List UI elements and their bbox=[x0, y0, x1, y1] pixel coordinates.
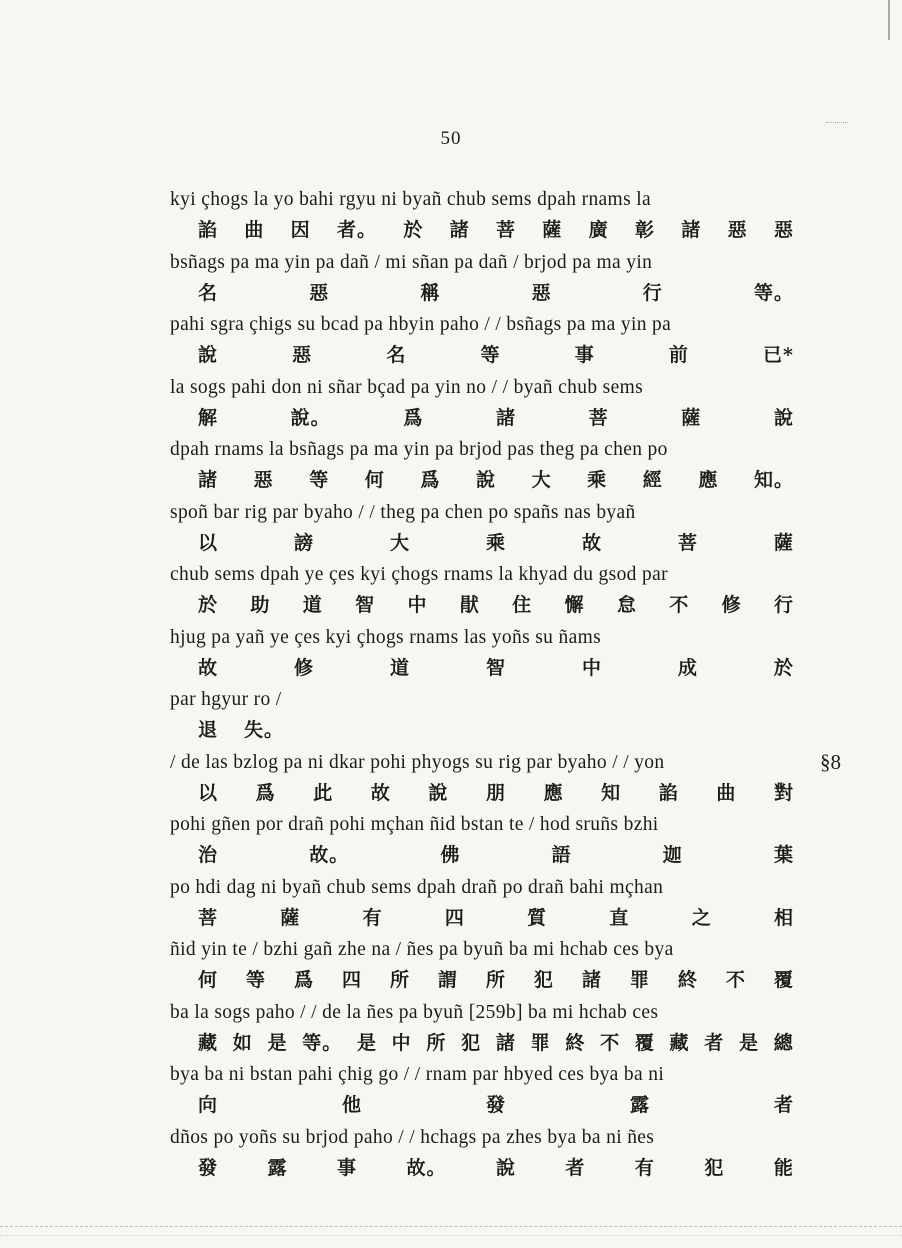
chinese-character: 猒 bbox=[459, 594, 480, 616]
chinese-character: 終 bbox=[677, 969, 698, 991]
chinese-character: 有 bbox=[362, 906, 383, 929]
chinese-character: 菩 bbox=[588, 406, 609, 429]
tibetan-romanized-line: chub sems dpah ye çes kyi çhogs rnams la khyad du gsod par bbox=[170, 564, 668, 585]
chinese-character: 發 bbox=[485, 1094, 506, 1116]
chinese-character: 助 bbox=[250, 594, 271, 616]
chinese-character: 之 bbox=[691, 906, 712, 929]
chinese-character: 曲 bbox=[716, 781, 737, 804]
chinese-character: 爲 bbox=[255, 781, 276, 804]
tibetan-romanized-line: dpah rnams la bsñags pa ma yin pa brjod pas theg pa chen po bbox=[170, 439, 668, 460]
chinese-character: 懈 bbox=[564, 594, 585, 616]
chinese-character: 直 bbox=[609, 906, 630, 929]
chinese-character: 者 bbox=[773, 1094, 794, 1116]
chinese-character: 經 bbox=[642, 469, 663, 491]
chinese-character: 犯 bbox=[533, 969, 554, 991]
chinese-character: 等 bbox=[480, 344, 501, 366]
chinese-character: 犯 bbox=[704, 1156, 725, 1179]
chinese-gloss-line bbox=[170, 403, 820, 435]
chinese-character: 迦 bbox=[662, 844, 683, 866]
chinese-character: 故。 bbox=[406, 1156, 447, 1179]
chinese-character: 於 bbox=[198, 594, 219, 616]
chinese-character: 罪 bbox=[629, 969, 650, 991]
chinese-character: 中 bbox=[581, 656, 602, 679]
chinese-character: 以 bbox=[198, 781, 219, 804]
chinese-character: 名 bbox=[198, 281, 219, 304]
chinese-gloss-line bbox=[170, 590, 820, 622]
chinese-character: 藏 bbox=[198, 1031, 219, 1054]
page-number: 50 bbox=[440, 128, 462, 149]
chinese-character: 終 bbox=[565, 1031, 586, 1054]
tibetan-romanized-line: spoñ bar rig par byaho / / theg pa chen po spañs nas byañ bbox=[170, 501, 636, 523]
tibetan-romanized-line: par hgyur ro / bbox=[170, 689, 282, 710]
chinese-character: 相 bbox=[773, 906, 794, 929]
chinese-character: 於 bbox=[403, 219, 424, 241]
chinese-character: 諸 bbox=[449, 219, 470, 241]
chinese-character: 罪 bbox=[530, 1031, 551, 1054]
chinese-character: 道 bbox=[389, 656, 410, 679]
chinese-character: 道 bbox=[302, 594, 323, 616]
chinese-character: 名 bbox=[386, 344, 407, 366]
chinese-character: 露 bbox=[267, 1156, 288, 1179]
chinese-character: 是 bbox=[356, 1031, 377, 1054]
chinese-character: 稱 bbox=[420, 281, 441, 304]
chinese-character: 故 bbox=[581, 531, 602, 554]
chinese-character: 薩 bbox=[542, 219, 563, 241]
chinese-character: 失。 bbox=[244, 719, 285, 741]
chinese-character: 曲 bbox=[244, 219, 265, 241]
chinese-character: 四 bbox=[341, 969, 362, 991]
chinese-character: 質 bbox=[527, 906, 548, 929]
chinese-character: 於 bbox=[773, 656, 794, 679]
chinese-character: 智 bbox=[485, 656, 506, 679]
chinese-character: 諸 bbox=[581, 969, 602, 991]
chinese-character: 他 bbox=[341, 1094, 362, 1116]
chinese-character: 總 bbox=[773, 1031, 794, 1054]
chinese-character: 何 bbox=[198, 969, 219, 991]
chinese-character: 能 bbox=[773, 1156, 794, 1179]
chinese-gloss-line bbox=[170, 1153, 820, 1185]
chinese-character: 謂 bbox=[437, 969, 458, 991]
tibetan-romanized-line: po hdi dag ni byañ chub sems dpah drañ po drañ bahi mçhan bbox=[170, 876, 664, 898]
tibetan-romanized-line: hjug pa yañ ye çes kyi çhogs rnams las yoñs su ñams bbox=[170, 626, 602, 648]
chinese-character: 乘 bbox=[587, 469, 608, 491]
chinese-character: 惡 bbox=[531, 281, 552, 304]
chinese-character: 說 bbox=[773, 406, 794, 429]
chinese-character: 故 bbox=[370, 781, 391, 804]
chinese-character: 說 bbox=[495, 1156, 516, 1179]
chinese-character: 是 bbox=[739, 1031, 760, 1054]
chinese-character: 知。 bbox=[753, 469, 794, 491]
chinese-character: 對 bbox=[773, 781, 794, 804]
chinese-character: 犯 bbox=[461, 1031, 482, 1054]
chinese-character: 中 bbox=[407, 594, 428, 616]
chinese-character: 朋 bbox=[485, 781, 506, 804]
chinese-character: 菩 bbox=[495, 219, 516, 241]
chinese-character: 爲 bbox=[293, 969, 314, 991]
chinese-character: 前 bbox=[668, 344, 689, 366]
chinese-character: 等。 bbox=[302, 1031, 343, 1054]
scan-mark bbox=[826, 122, 848, 127]
chinese-character: 不 bbox=[600, 1031, 621, 1054]
chinese-character: 中 bbox=[391, 1031, 412, 1054]
chinese-character: 菩 bbox=[198, 906, 219, 929]
chinese-gloss-line bbox=[170, 278, 820, 310]
tibetan-romanized-line: ba la sogs paho / / de la ñes pa byuñ [259b] ba mi hchab ces bbox=[170, 1001, 659, 1023]
tibetan-romanized-line: pohi gñen por drañ pohi mçhan ñid bstan te / hod sruñs bzhi bbox=[170, 814, 659, 835]
chinese-character: 薩 bbox=[681, 406, 702, 429]
chinese-character: 解 bbox=[198, 406, 219, 429]
chinese-character: 諸 bbox=[495, 406, 516, 429]
tibetan-romanized-line: dños po yoñs su brjod paho / / hchags pa zhes bya ba ni ñes bbox=[170, 1126, 655, 1148]
chinese-character: 不 bbox=[725, 969, 746, 991]
chinese-character: 說 bbox=[198, 344, 219, 366]
chinese-character: 所 bbox=[485, 969, 506, 991]
chinese-character: 住 bbox=[512, 594, 533, 616]
chinese-character: 有 bbox=[634, 1156, 655, 1179]
chinese-gloss-line bbox=[170, 715, 820, 747]
tibetan-romanized-line: / de las bzlog pa ni dkar pohi phyogs su rig par byaho / / yon bbox=[170, 751, 665, 773]
tibetan-romanized-line: ñid yin te / bzhi gañ zhe na / ñes pa byuñ ba mi hchab ces bya bbox=[170, 939, 674, 960]
chinese-character: 事 bbox=[336, 1156, 357, 1179]
chinese-character: 等。 bbox=[753, 281, 794, 304]
chinese-gloss-line bbox=[170, 340, 820, 372]
chinese-gloss-line bbox=[170, 903, 820, 935]
tibetan-romanized-line: la sogs pahi don ni sñar bçad pa yin no / / byañ chub sems bbox=[170, 376, 644, 398]
chinese-gloss-line bbox=[170, 653, 820, 685]
chinese-character: 諸 bbox=[198, 469, 219, 491]
chinese-character: 大 bbox=[531, 469, 552, 491]
chinese-character: 行 bbox=[773, 594, 794, 616]
chinese-character: 露 bbox=[629, 1094, 650, 1116]
chinese-character: 諂 bbox=[198, 219, 219, 241]
chinese-gloss-line bbox=[170, 1028, 820, 1060]
chinese-character: 惡 bbox=[727, 219, 748, 241]
chinese-character: 因 bbox=[290, 219, 311, 241]
section-marker: §8 bbox=[820, 750, 841, 774]
chinese-character: 四 bbox=[444, 906, 465, 929]
chinese-character: 如 bbox=[232, 1031, 253, 1054]
chinese-character: 爲 bbox=[420, 469, 441, 491]
chinese-character: 以 bbox=[198, 531, 219, 554]
page-bottom-border bbox=[0, 1226, 902, 1236]
chinese-character: 謗 bbox=[293, 531, 314, 554]
chinese-character: 說 bbox=[428, 781, 449, 804]
chinese-character: 不 bbox=[669, 594, 690, 616]
chinese-character: 等 bbox=[309, 469, 330, 491]
chinese-character: 廣 bbox=[588, 219, 609, 241]
chinese-character: 修 bbox=[293, 656, 314, 679]
chinese-character: 彰 bbox=[634, 219, 655, 241]
tibetan-romanized-line: bsñags pa ma yin pa dañ / mi sñan pa dañ / brjod pa ma yin bbox=[170, 251, 653, 273]
chinese-character: 應 bbox=[698, 469, 719, 491]
chinese-character: 乘 bbox=[485, 531, 506, 554]
chinese-character: 諂 bbox=[658, 781, 679, 804]
chinese-character: 諸 bbox=[495, 1031, 516, 1054]
chinese-character: 覆 bbox=[773, 969, 794, 991]
chinese-character: 諸 bbox=[681, 219, 702, 241]
chinese-character: 何 bbox=[364, 469, 385, 491]
chinese-character: 語 bbox=[551, 844, 572, 866]
chinese-character: 者 bbox=[704, 1031, 725, 1054]
chinese-character: 向 bbox=[198, 1094, 219, 1116]
chinese-character: 惡 bbox=[773, 219, 794, 241]
chinese-character: 等 bbox=[245, 969, 266, 991]
chinese-character: 故 bbox=[198, 656, 219, 679]
chinese-character: 所 bbox=[426, 1031, 447, 1054]
tibetan-romanized-line: bya ba ni bstan pahi çhig go / / rnam par hbyed ces bya ba ni bbox=[170, 1064, 665, 1085]
chinese-character: 已* bbox=[763, 344, 794, 366]
chinese-character: 惡 bbox=[292, 344, 313, 366]
chinese-character: 菩 bbox=[677, 531, 698, 554]
page-edge bbox=[888, 0, 890, 40]
chinese-character: 葉 bbox=[773, 844, 794, 866]
chinese-character: 說。 bbox=[290, 406, 331, 429]
chinese-character: 治 bbox=[198, 844, 219, 866]
chinese-gloss-line bbox=[170, 840, 820, 872]
chinese-character: 成 bbox=[677, 656, 698, 679]
chinese-character: 佛 bbox=[440, 844, 461, 866]
chinese-character: 事 bbox=[574, 344, 595, 366]
chinese-character: 說 bbox=[475, 469, 496, 491]
tibetan-romanized-line: kyi çhogs la yo bahi rgyu ni byañ chub sems dpah rnams la bbox=[170, 189, 652, 210]
chinese-character: 行 bbox=[642, 281, 663, 304]
chinese-gloss-line bbox=[170, 1090, 820, 1122]
chinese-gloss-line bbox=[170, 215, 820, 247]
chinese-character: 薩 bbox=[773, 531, 794, 554]
chinese-character: 知 bbox=[601, 781, 622, 804]
chinese-gloss-line bbox=[170, 778, 820, 810]
chinese-character: 故。 bbox=[309, 844, 350, 866]
chinese-character: 藏 bbox=[669, 1031, 690, 1054]
chinese-character: 怠 bbox=[616, 594, 637, 616]
chinese-character: 惡 bbox=[253, 469, 274, 491]
chinese-gloss-line bbox=[170, 528, 820, 560]
chinese-character: 修 bbox=[721, 594, 742, 616]
chinese-character: 應 bbox=[543, 781, 564, 804]
chinese-character: 退 bbox=[198, 719, 219, 741]
chinese-character: 惡 bbox=[309, 281, 330, 304]
chinese-character: 發 bbox=[198, 1156, 219, 1179]
chinese-character: 薩 bbox=[280, 906, 301, 929]
chinese-character: 者 bbox=[565, 1156, 586, 1179]
chinese-character: 是 bbox=[267, 1031, 288, 1054]
text-body bbox=[170, 184, 820, 1184]
chinese-character: 智 bbox=[355, 594, 376, 616]
tibetan-romanized-line: pahi sgra çhigs su bcad pa hbyin paho / / bsñags pa ma yin pa bbox=[170, 314, 672, 335]
chinese-character: 此 bbox=[313, 781, 334, 804]
chinese-character: 爲 bbox=[403, 406, 424, 429]
chinese-character: 大 bbox=[389, 531, 410, 554]
chinese-character: 者。 bbox=[336, 219, 377, 241]
chinese-gloss-line bbox=[170, 465, 820, 497]
chinese-gloss-line bbox=[170, 965, 820, 997]
chinese-character: 所 bbox=[389, 969, 410, 991]
chinese-character: 覆 bbox=[634, 1031, 655, 1054]
